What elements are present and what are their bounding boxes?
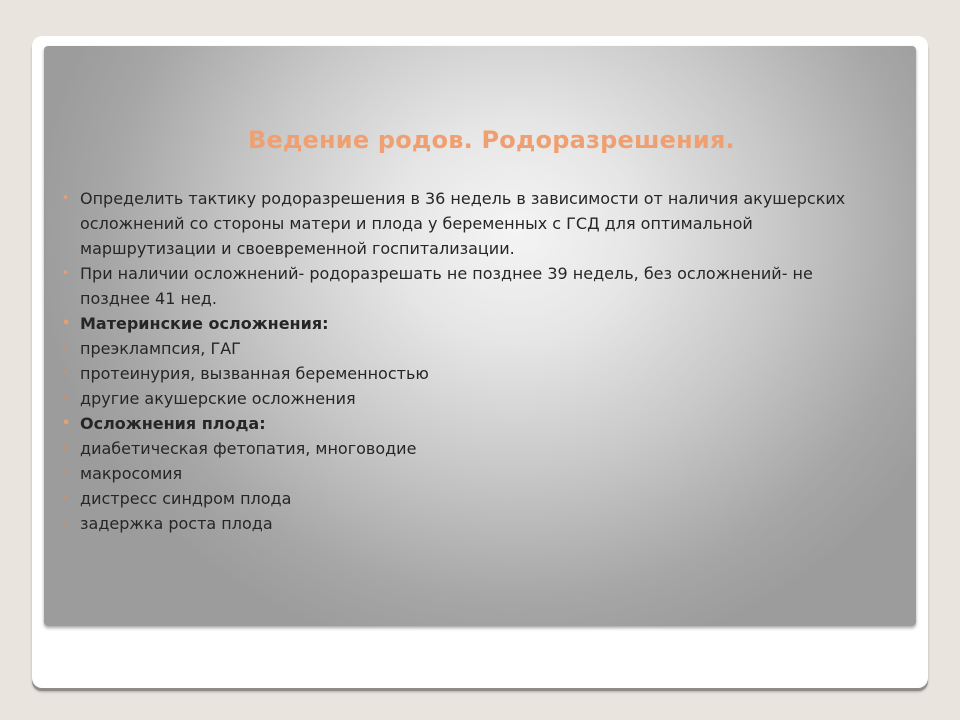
list-item-text: задержка роста плода (80, 514, 273, 533)
bullet-marker: • (62, 393, 68, 404)
bullet-list (62, 186, 882, 536)
list-item (62, 336, 882, 361)
list-item-text: Определить тактику родоразрешения в 36 недель в зависимости от наличия акушерских осложнений со стороны матери и плода у беременных с ГСД для оптимальной маршрутизации и своевременной госпитализации. (80, 189, 846, 258)
bullet-marker: • (62, 493, 68, 504)
slide-title: Ведение родов. Родоразрешения. (248, 126, 735, 154)
list-item-text: протеинурия, вызванная беременностью (80, 364, 429, 383)
bullet-marker: • (62, 191, 70, 205)
list-item-text: преэклампсия, ГАГ (80, 339, 241, 358)
list-item (62, 186, 882, 261)
list-item-text: При наличии осложнений- родоразрешать не позднее 39 недель, без осложнений- не позднее 41 нед. (80, 264, 813, 308)
bullet-marker: • (62, 266, 70, 280)
bullet-marker: • (62, 468, 68, 479)
list-item-text: диабетическая фетопатия, многоводие (80, 439, 417, 458)
list-item (62, 511, 882, 536)
bullet-marker: • (62, 443, 68, 454)
list-item-text: Материнские осложнения: (80, 314, 329, 333)
list-item (62, 461, 882, 486)
bullet-marker: • (62, 316, 71, 331)
list-item-text: Осложнения плода: (80, 414, 266, 433)
list-item (62, 436, 882, 461)
list-item-text: другие акушерские осложнения (80, 389, 356, 408)
list-item (62, 261, 882, 311)
bullet-marker: • (62, 518, 68, 529)
bullet-marker: • (62, 343, 68, 354)
list-item (62, 386, 882, 411)
list-item (62, 361, 882, 386)
bullet-marker: • (62, 368, 68, 379)
section-heading-maternal (62, 311, 882, 336)
bullet-marker: • (62, 416, 71, 431)
list-item-text: дистресс синдром плода (80, 489, 292, 508)
list-item-text: макросомия (80, 464, 183, 483)
list-item (62, 486, 882, 511)
section-heading-fetal (62, 411, 882, 436)
